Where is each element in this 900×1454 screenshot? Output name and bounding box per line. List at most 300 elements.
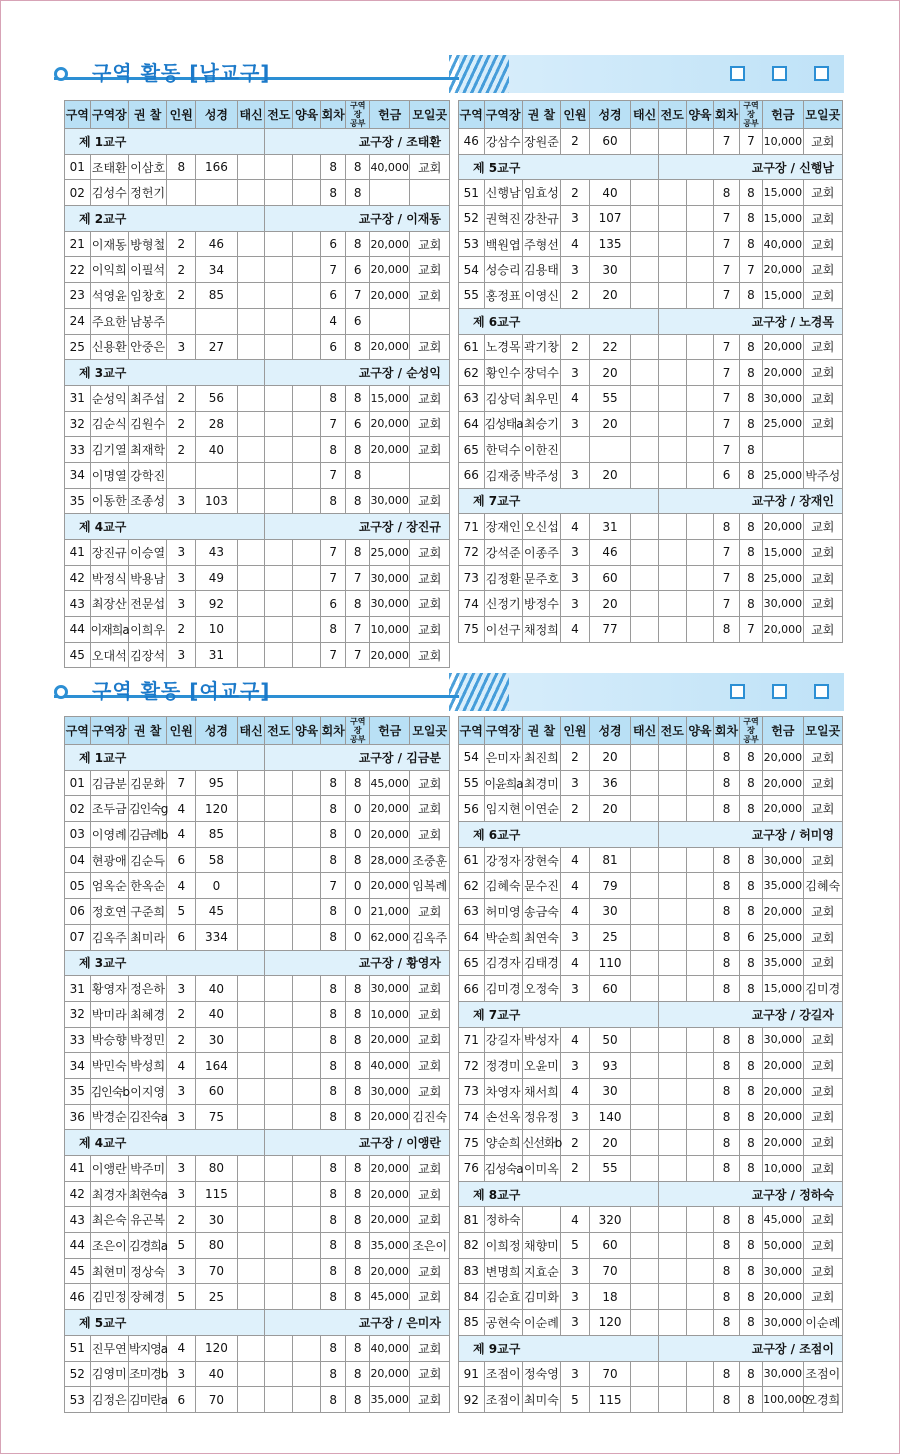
table-cell: 8 (320, 385, 346, 411)
table-cell: 유곤복 (128, 1207, 166, 1233)
table-cell: 45 (65, 1258, 91, 1284)
table-cell: 오윤미 (522, 1053, 560, 1079)
table-cell: 34 (196, 257, 238, 283)
table-cell (237, 231, 265, 257)
table-cell: 교회 (410, 565, 450, 591)
table-cell (686, 283, 714, 309)
table-cell (293, 1156, 321, 1182)
table-cell (686, 411, 714, 437)
table-cell: 75 (459, 1130, 485, 1156)
table-cell: 장현숙 (522, 847, 560, 873)
table-cell: 58 (196, 847, 238, 873)
table-cell: 성승리 (484, 257, 522, 283)
table-cell (631, 770, 659, 796)
table-row (65, 154, 450, 180)
table-cell (631, 514, 659, 540)
table-cell: 채정희 (522, 617, 560, 643)
table-cell (265, 1104, 293, 1130)
table-cell: 교회 (803, 385, 842, 411)
table-cell (265, 822, 293, 848)
table-cell: 조은이 (410, 1233, 450, 1259)
table-cell: 6 (320, 283, 346, 309)
table-cell: 3 (167, 565, 196, 591)
table-cell (658, 540, 686, 566)
table-cell: 4 (167, 873, 196, 899)
table-cell: 25 (65, 334, 91, 360)
table-cell (293, 154, 321, 180)
table-cell: 25,000 (763, 924, 803, 950)
table-cell: 8 (739, 1078, 762, 1104)
table-cell: 85 (459, 1310, 485, 1336)
table-cell (631, 1207, 659, 1233)
column-header: 모일곳 (803, 101, 842, 129)
table-cell (522, 1207, 560, 1233)
table-row (459, 334, 843, 360)
table-row (459, 1258, 843, 1284)
table-cell: 8 (320, 617, 346, 643)
table-cell: 2 (167, 257, 196, 283)
table-cell: 21 (65, 231, 91, 257)
table-cell: 교회 (410, 770, 450, 796)
table-cell: 32 (65, 1001, 91, 1027)
district-table-men-left (64, 100, 450, 668)
table-cell: 8 (714, 924, 740, 950)
table-cell: 교회 (803, 617, 842, 643)
table-cell: 이미옥 (522, 1156, 560, 1182)
table-cell (265, 154, 293, 180)
table-cell (686, 950, 714, 976)
table-cell (293, 231, 321, 257)
table-cell (631, 411, 659, 437)
table-cell (686, 617, 714, 643)
table-cell: 조태환 (90, 154, 128, 180)
table-cell: 20,000 (369, 257, 410, 283)
table-cell: 35 (65, 1078, 91, 1104)
table-cell: 교회 (803, 180, 842, 206)
table-cell: 7 (714, 231, 740, 257)
group-row (65, 360, 450, 386)
table-cell: 20,000 (369, 437, 410, 463)
table-cell: 3 (167, 976, 196, 1002)
table-cell: 신정기 (484, 591, 522, 617)
table-row (65, 770, 450, 796)
table-cell: 334 (196, 924, 238, 950)
table-cell: 안중은 (128, 334, 166, 360)
table-cell: 20,000 (369, 1258, 410, 1284)
table-cell: 8 (346, 1207, 369, 1233)
table-cell: 120 (589, 1310, 630, 1336)
table-cell: 4 (167, 796, 196, 822)
table-cell: 8 (320, 847, 346, 873)
table-cell (631, 565, 659, 591)
table-cell: 순성익 (90, 385, 128, 411)
table-cell: 이종주 (522, 540, 560, 566)
table-cell (686, 1130, 714, 1156)
table-cell (265, 1387, 293, 1413)
table-cell: 교회 (410, 617, 450, 643)
table-cell (265, 1181, 293, 1207)
table-cell: 20,000 (369, 1207, 410, 1233)
table-cell: 6 (167, 1387, 196, 1413)
column-header: 구역장 (484, 101, 522, 129)
table-cell: 45,000 (369, 1284, 410, 1310)
table-cell: 41 (65, 540, 91, 566)
table-cell (265, 899, 293, 925)
table-cell: 40 (589, 180, 630, 206)
table-cell: 7 (714, 385, 740, 411)
table-cell: 교회 (803, 796, 842, 822)
table-cell: 64 (459, 924, 485, 950)
table-cell: 8 (739, 1053, 762, 1079)
table-cell: 교회 (410, 257, 450, 283)
table-cell: 70 (589, 1361, 630, 1387)
table-cell (265, 924, 293, 950)
table-cell: 52 (459, 206, 485, 232)
table-row (459, 231, 843, 257)
table-cell: 교회 (803, 847, 842, 873)
table-cell (631, 1078, 659, 1104)
table-cell: 8 (346, 1053, 369, 1079)
table-cell (658, 1310, 686, 1336)
table-row (65, 591, 450, 617)
table-cell: 8 (320, 1027, 346, 1053)
table-cell: 교회 (410, 1335, 450, 1361)
table-cell: 신행남 (484, 180, 522, 206)
table-cell (658, 1053, 686, 1079)
group-name: 제 7교구 (459, 1001, 659, 1027)
table-row (459, 1310, 843, 1336)
table-cell (237, 617, 265, 643)
table-cell: 8 (739, 462, 762, 488)
table-cell (237, 1207, 265, 1233)
column-header: 성경 (196, 717, 238, 745)
table-cell: 교회 (410, 1284, 450, 1310)
table-cell: 최경미 (522, 770, 560, 796)
table-cell (658, 796, 686, 822)
table-cell: 0 (346, 899, 369, 925)
table-row (459, 950, 843, 976)
table-cell: 8 (346, 1284, 369, 1310)
table-cell: 20,000 (369, 822, 410, 848)
table-cell: 79 (589, 873, 630, 899)
table-cell (293, 1233, 321, 1259)
table-cell: 8 (739, 1027, 762, 1053)
table-cell (631, 180, 659, 206)
table-cell (686, 437, 714, 463)
table-cell (293, 873, 321, 899)
table-cell (293, 411, 321, 437)
table-cell: 20,000 (369, 796, 410, 822)
table-cell: 54 (459, 745, 485, 771)
table-cell: 20,000 (369, 334, 410, 360)
table-cell: 95 (196, 770, 238, 796)
table-cell: 교회 (803, 129, 842, 155)
table-cell (686, 1233, 714, 1259)
table-cell: 30,000 (763, 847, 803, 873)
table-cell: 3 (561, 770, 590, 796)
table-cell (237, 591, 265, 617)
table-cell: 8 (320, 488, 346, 514)
column-header: 양육 (686, 717, 714, 745)
table-cell (237, 308, 265, 334)
table-cell (631, 1130, 659, 1156)
table-cell: 20,000 (369, 231, 410, 257)
table-cell (237, 847, 265, 873)
table-cell: 김미화 (522, 1284, 560, 1310)
column-header: 인원 (561, 101, 590, 129)
table-cell: 2 (167, 411, 196, 437)
table-cell: 20,000 (763, 899, 803, 925)
table-row (65, 411, 450, 437)
table-row (65, 1284, 450, 1310)
table-cell: 3 (167, 642, 196, 668)
table-cell: 4 (561, 617, 590, 643)
table-cell: 박미라 (90, 1001, 128, 1027)
table-cell: 임지현 (484, 796, 522, 822)
table-cell: 40,000 (369, 1053, 410, 1079)
table-cell: 6 (346, 308, 369, 334)
column-header: 구역 (65, 717, 91, 745)
table-cell: 20 (589, 1130, 630, 1156)
table-row (459, 873, 843, 899)
table-cell (631, 231, 659, 257)
table-cell (265, 1078, 293, 1104)
table-cell: 8 (320, 180, 346, 206)
table-cell: 3 (167, 334, 196, 360)
table-cell (686, 873, 714, 899)
table-cell (631, 745, 659, 771)
table-cell (686, 1053, 714, 1079)
table-cell: 0 (346, 822, 369, 848)
table-cell (293, 847, 321, 873)
table-cell (631, 924, 659, 950)
group-row (459, 488, 843, 514)
table-cell: 74 (459, 591, 485, 617)
table-cell: 최현숙a (128, 1181, 166, 1207)
table-cell: 4 (167, 1335, 196, 1361)
table-cell: 4 (561, 847, 590, 873)
group-row (65, 1130, 450, 1156)
table-cell: 8 (346, 180, 369, 206)
table-cell: 8 (714, 1053, 740, 1079)
table-cell: 7 (167, 770, 196, 796)
table-cell: 01 (65, 770, 91, 796)
table-cell: 교회 (410, 642, 450, 668)
group-row (459, 308, 843, 334)
table-cell: 8 (714, 1130, 740, 1156)
group-leader: 교구장 / 장진규 (265, 514, 450, 540)
table-cell (658, 283, 686, 309)
table-cell: 최장산 (90, 591, 128, 617)
table-cell: 조점이 (484, 1387, 522, 1413)
table-cell (589, 437, 630, 463)
column-header: 회차 (320, 717, 346, 745)
table-cell: 4 (561, 514, 590, 540)
table-cell: 2 (561, 334, 590, 360)
table-cell: 8 (346, 540, 369, 566)
table-row (459, 385, 843, 411)
table-cell: 49 (196, 565, 238, 591)
table-cell (237, 488, 265, 514)
table-cell: 50 (589, 1027, 630, 1053)
column-header: 양육 (686, 101, 714, 129)
table-cell: 45,000 (763, 1207, 803, 1233)
table-row (65, 617, 450, 643)
table-cell (293, 642, 321, 668)
table-cell: 30,000 (369, 565, 410, 591)
table-cell: 20,000 (763, 514, 803, 540)
table-row (65, 642, 450, 668)
table-cell: 장덕수 (522, 360, 560, 386)
table-cell: 31 (65, 385, 91, 411)
table-cell (293, 308, 321, 334)
table-cell: 김미경 (803, 976, 842, 1002)
table-cell: 56 (459, 796, 485, 822)
table-cell: 3 (561, 976, 590, 1002)
table-cell: 구준희 (128, 899, 166, 925)
table-cell: 교회 (803, 1078, 842, 1104)
table-cell (167, 180, 196, 206)
table-cell (293, 283, 321, 309)
group-name: 제 4교구 (65, 1130, 265, 1156)
table-cell: 66 (459, 976, 485, 1002)
table-cell (631, 796, 659, 822)
table-cell: 35 (65, 488, 91, 514)
table-cell: 07 (65, 924, 91, 950)
table-cell: 교회 (410, 334, 450, 360)
table-row (459, 437, 843, 463)
table-cell: 15,000 (763, 180, 803, 206)
table-cell (265, 334, 293, 360)
table-cell: 28,000 (369, 847, 410, 873)
table-cell: 140 (589, 1104, 630, 1130)
table-cell: 8 (320, 1181, 346, 1207)
table-cell (293, 1181, 321, 1207)
table-cell (293, 462, 321, 488)
table-cell (293, 257, 321, 283)
table-cell: 3 (167, 1258, 196, 1284)
table-row (65, 1258, 450, 1284)
table-cell: 교회 (410, 1181, 450, 1207)
table-cell (265, 257, 293, 283)
table-cell: 이연순 (522, 796, 560, 822)
group-name: 제 9교구 (459, 1335, 659, 1361)
table-cell: 20,000 (763, 1104, 803, 1130)
table-cell: 8 (346, 1104, 369, 1130)
table-cell: 15,000 (763, 976, 803, 1002)
table-cell: 7 (739, 129, 762, 155)
table-cell: 72 (459, 1053, 485, 1079)
table-cell (265, 847, 293, 873)
table-cell: 2 (167, 283, 196, 309)
table-cell: 강길자 (484, 1027, 522, 1053)
table-cell: 20,000 (369, 1027, 410, 1053)
table-row (459, 591, 843, 617)
table-cell (237, 462, 265, 488)
table-row (65, 1335, 450, 1361)
table-cell: 8 (320, 1078, 346, 1104)
table-row (65, 385, 450, 411)
table-cell: 3 (561, 411, 590, 437)
table-cell (686, 360, 714, 386)
table-cell: 6 (739, 924, 762, 950)
table-cell: 3 (561, 540, 590, 566)
group-name: 제 4교구 (65, 514, 265, 540)
table-cell: 20 (589, 745, 630, 771)
table-cell: 46 (196, 231, 238, 257)
table-cell: 교회 (803, 206, 842, 232)
column-header: 권 찰 (128, 101, 166, 129)
square-icon (814, 66, 829, 81)
column-header: 회차 (714, 717, 740, 745)
table-cell (686, 462, 714, 488)
table-cell: 교회 (803, 1207, 842, 1233)
table-cell: 55 (589, 1156, 630, 1182)
table-cell: 교회 (410, 411, 450, 437)
table-cell: 최미숙 (522, 1387, 560, 1413)
table-cell: 25,000 (763, 565, 803, 591)
table-row (65, 231, 450, 257)
table-cell: 15,000 (763, 283, 803, 309)
column-header: 회차 (320, 101, 346, 129)
table-cell: 73 (459, 1078, 485, 1104)
table-cell: 46 (459, 129, 485, 155)
group-name: 제 1교구 (65, 745, 265, 771)
table-cell: 박정식 (90, 565, 128, 591)
table-cell: 8 (346, 1078, 369, 1104)
table-cell: 8 (739, 1130, 762, 1156)
table-cell (265, 462, 293, 488)
table-cell: 8 (739, 206, 762, 232)
table-cell: 김영미 (90, 1361, 128, 1387)
column-header: 전도 (658, 101, 686, 129)
table-cell: 8 (739, 1207, 762, 1233)
table-cell: 81 (589, 847, 630, 873)
table-cell: 8 (167, 154, 196, 180)
table-cell (293, 899, 321, 925)
table-cell: 50,000 (763, 1233, 803, 1259)
table-cell (265, 591, 293, 617)
table-cell: 3 (561, 1258, 590, 1284)
table-cell: 84 (459, 1284, 485, 1310)
table-cell: 박경순 (90, 1104, 128, 1130)
table-cell: 박승향 (90, 1027, 128, 1053)
table-cell: 엄옥순 (90, 873, 128, 899)
table-cell: 김문화 (128, 770, 166, 796)
table-cell: 문주호 (522, 565, 560, 591)
table-cell: 이재동 (90, 231, 128, 257)
table-cell: 8 (320, 1387, 346, 1413)
table-cell: 8 (739, 591, 762, 617)
table-cell: 0 (346, 924, 369, 950)
table-cell: 오신섭 (522, 514, 560, 540)
table-cell: 2 (561, 180, 590, 206)
table-cell (237, 437, 265, 463)
table-cell: 3 (561, 1310, 590, 1336)
table-cell: 백원엽 (484, 231, 522, 257)
table-cell: 7 (714, 360, 740, 386)
table-cell: 교회 (410, 1387, 450, 1413)
table-cell (293, 1258, 321, 1284)
table-cell (686, 745, 714, 771)
table-cell: 김장석 (128, 642, 166, 668)
table-cell: 8 (739, 1284, 762, 1310)
table-cell: 8 (739, 1310, 762, 1336)
table-cell (686, 1310, 714, 1336)
table-cell: 4 (561, 1027, 590, 1053)
table-cell: 최재학 (128, 437, 166, 463)
table-cell (658, 1361, 686, 1387)
